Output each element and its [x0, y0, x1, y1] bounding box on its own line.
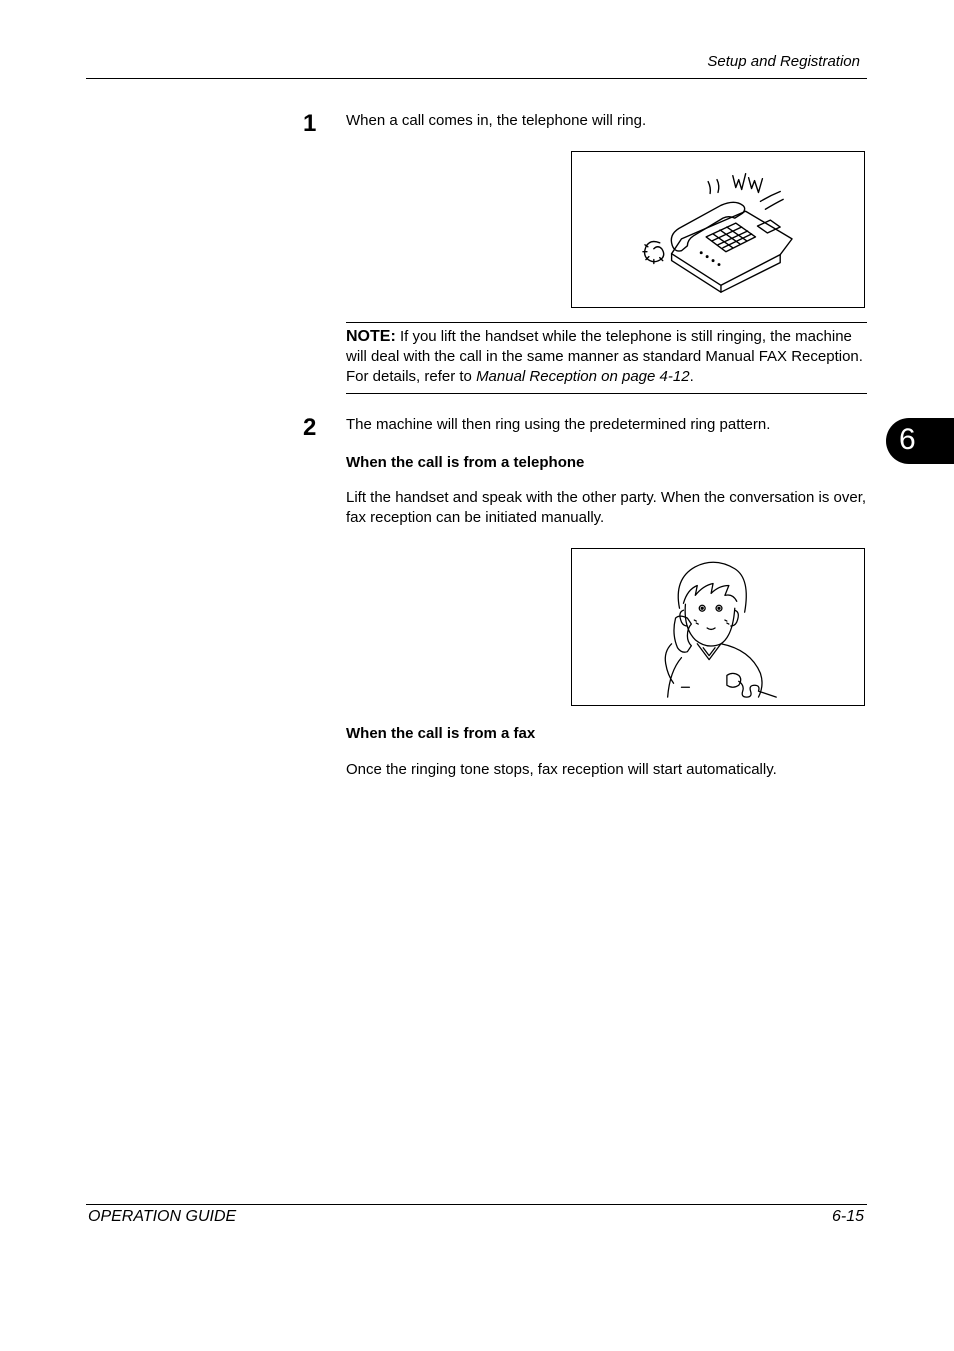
step-1-text: When a call comes in, the telephone will ring.: [346, 112, 647, 129]
footer-rule: [86, 1204, 867, 1205]
fax-section-heading: When the call is from a fax: [346, 725, 536, 742]
header-rule: [86, 78, 867, 79]
telephone-section-heading: When the call is from a telephone: [346, 454, 585, 471]
step-2-number: 2: [303, 414, 317, 441]
footer-page-number: 6-15: [831, 1208, 864, 1225]
step-2-text: The machine will then ring using the predetermined ring pattern.: [346, 416, 771, 433]
footer-guide-title: OPERATION GUIDE: [88, 1208, 237, 1225]
fax-section-body: Once the ringing tone stops, fax reception will start automatically.: [346, 761, 777, 778]
note-reference-link[interactable]: Manual Reception on page 4-12: [476, 368, 690, 385]
note-box: [346, 322, 867, 394]
note-text: If you lift the handset while the telephone is still ringing, the machine will deal with the call in the same manner as standard Manual FAX Reception. For details, refer to: [346, 328, 863, 385]
chapter-tab-number: 6: [899, 423, 916, 456]
note-label: NOTE:: [346, 328, 396, 345]
person-on-phone-illustration: [571, 548, 865, 706]
chapter-tab[interactable]: [886, 418, 954, 464]
note-text-end: .: [689, 368, 694, 385]
telephone-section-body: Lift the handset and speak with the other party. When the conversation is over, fax reception can be initiated manually.: [346, 489, 867, 526]
header-section-title: Setup and Registration: [707, 53, 860, 70]
step-1-number: 1: [303, 110, 317, 137]
ringing-telephone-illustration: [571, 151, 865, 308]
